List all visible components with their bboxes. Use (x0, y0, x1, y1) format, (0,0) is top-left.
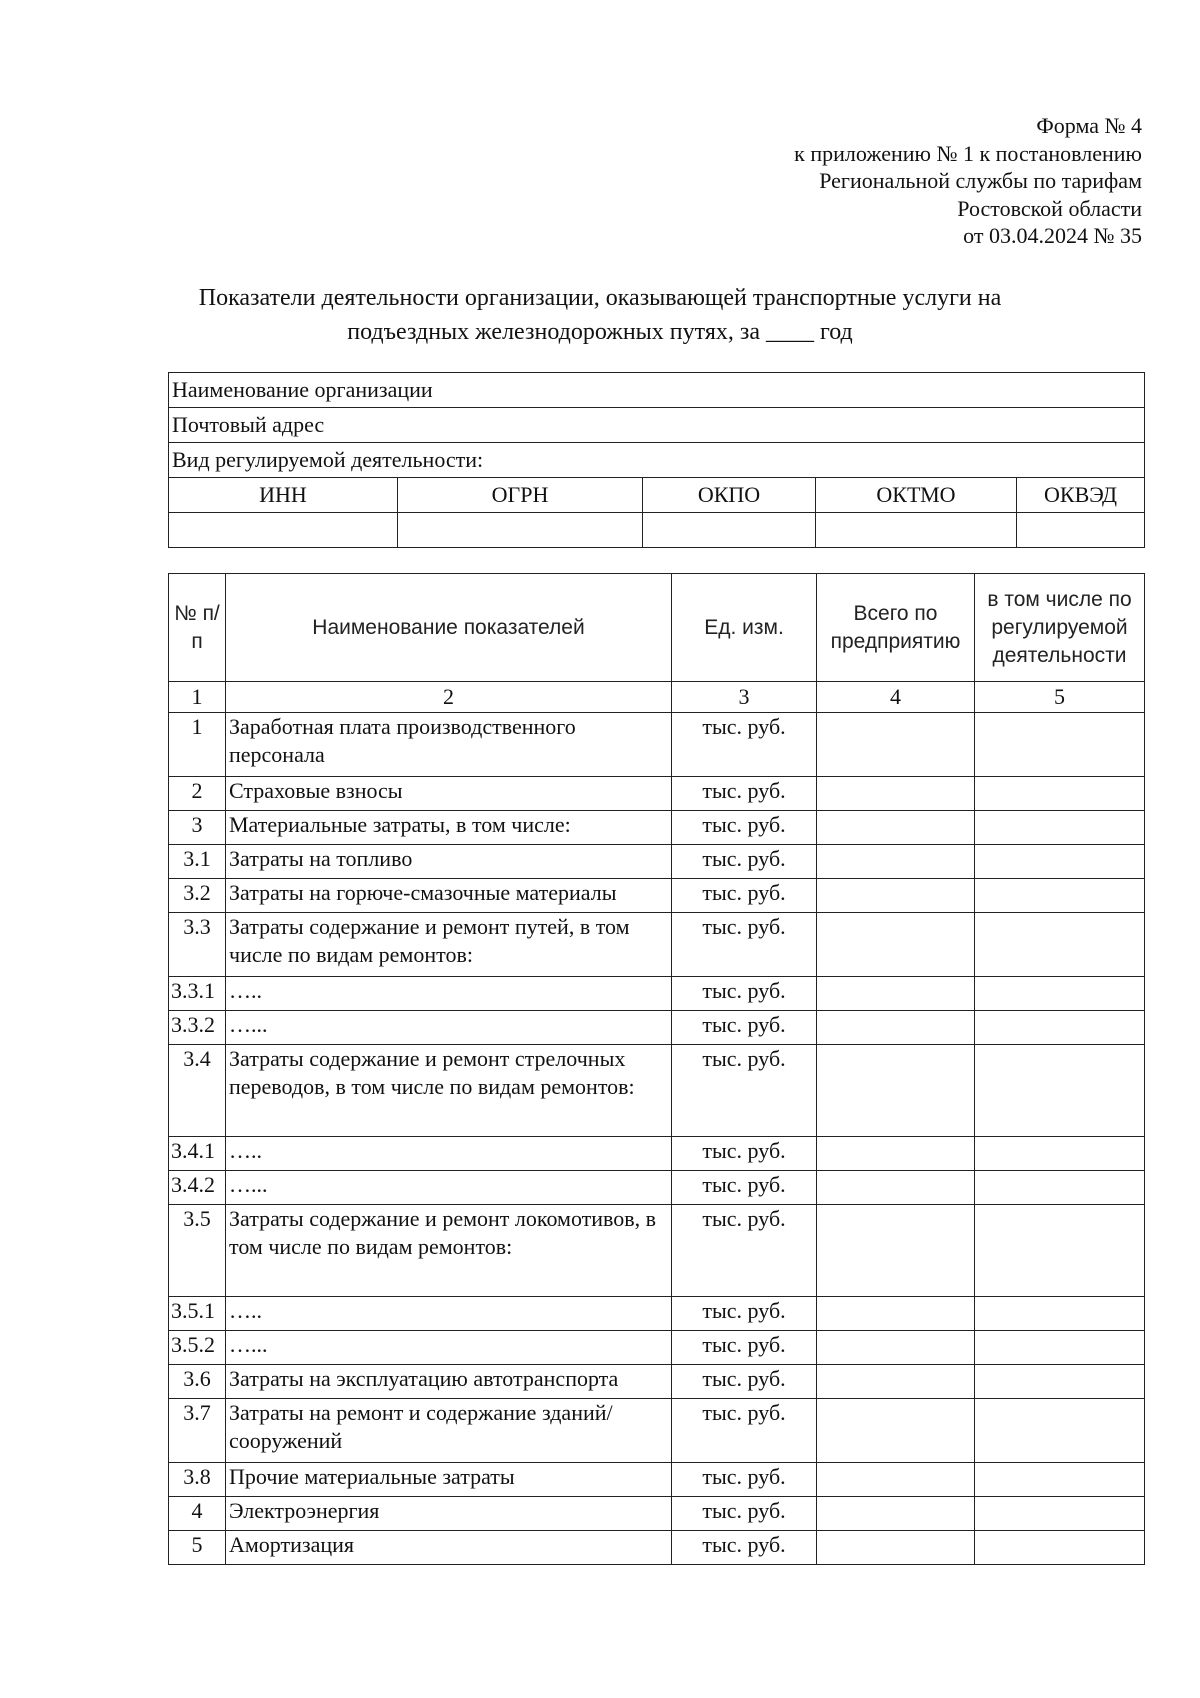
table-row (169, 913, 1145, 977)
row-indicator-name: ….. (226, 1137, 672, 1171)
row-number: 3.1 (169, 845, 226, 879)
form-number: Форма № 4 (1036, 113, 1142, 138)
row-indicator-name: Затраты содержание и ремонт локомотивов, в том числе по видам ремонтов: (226, 1205, 672, 1297)
table-row (169, 845, 1145, 879)
table-row (169, 1463, 1145, 1497)
ogrn-value-cell[interactable] (398, 513, 643, 548)
table-row (169, 1205, 1145, 1297)
row-unit: тыс. руб. (672, 879, 817, 913)
row-indicator-name: Затраты на эксплуатацию автотранспорта (226, 1365, 672, 1399)
decree-date: от 03.04.2024 № 35 (963, 223, 1142, 248)
inn-label: ИНН (169, 478, 398, 513)
row-number: 3.7 (169, 1399, 226, 1463)
row-regulated-cell[interactable] (975, 1011, 1145, 1045)
row-total-cell[interactable] (817, 1365, 975, 1399)
row-total-cell[interactable] (817, 913, 975, 977)
row-regulated-cell[interactable] (975, 1297, 1145, 1331)
form-header (794, 112, 1142, 250)
row-regulated-cell[interactable] (975, 811, 1145, 845)
row-indicator-name: Заработная плата производственного персонала (226, 713, 672, 777)
indicators-table (168, 573, 1145, 1565)
col-number-1: 1 (169, 682, 226, 713)
row-total-cell[interactable] (817, 1331, 975, 1365)
row-indicator-name: ….. (226, 1297, 672, 1331)
row-unit: тыс. руб. (672, 1205, 817, 1297)
col-number-4: 4 (817, 682, 975, 713)
row-indicator-name: Затраты содержание и ремонт стрелочных переводов, в том числе по видам ремонтов: (226, 1045, 672, 1137)
row-regulated-cell[interactable] (975, 713, 1145, 777)
row-regulated-cell[interactable] (975, 1365, 1145, 1399)
row-indicator-name: Затраты на топливо (226, 845, 672, 879)
row-regulated-cell[interactable] (975, 845, 1145, 879)
row-indicator-name: ….. (226, 977, 672, 1011)
row-unit: тыс. руб. (672, 713, 817, 777)
okpo-value-cell[interactable] (643, 513, 816, 548)
row-indicator-name: Материальные затраты, в том числе: (226, 811, 672, 845)
table-row (169, 1531, 1145, 1565)
row-number: 3.3.1 (169, 977, 226, 1011)
table-row (169, 1497, 1145, 1531)
row-number: 1 (169, 713, 226, 777)
row-unit: тыс. руб. (672, 1137, 817, 1171)
row-total-cell[interactable] (817, 1011, 975, 1045)
region-name: Ростовской области (957, 195, 1142, 221)
row-number: 3.6 (169, 1365, 226, 1399)
row-number: 4 (169, 1497, 226, 1531)
row-unit: тыс. руб. (672, 1497, 817, 1531)
table-row (169, 1331, 1145, 1365)
row-unit: тыс. руб. (672, 1531, 817, 1565)
row-number: 3.4.2 (169, 1171, 226, 1205)
row-unit: тыс. руб. (672, 977, 817, 1011)
header-regulated: в том числе по регулируемой деятельности (975, 574, 1145, 682)
col-number-3: 3 (672, 682, 817, 713)
row-total-cell[interactable] (817, 1531, 975, 1565)
okved-label: ОКВЭД (1017, 478, 1145, 513)
table-row (169, 1011, 1145, 1045)
row-total-cell[interactable] (817, 845, 975, 879)
row-unit: тыс. руб. (672, 1045, 817, 1137)
row-unit: тыс. руб. (672, 811, 817, 845)
row-total-cell[interactable] (817, 1171, 975, 1205)
ogrn-label: ОГРН (398, 478, 643, 513)
table-row (169, 1399, 1145, 1463)
organization-table (168, 372, 1145, 548)
row-number: 3.2 (169, 879, 226, 913)
row-indicator-name: Прочие материальные затраты (226, 1463, 672, 1497)
row-number: 3.5.2 (169, 1331, 226, 1365)
row-regulated-cell[interactable] (975, 879, 1145, 913)
oktmo-label: ОКТМО (816, 478, 1017, 513)
table-row (169, 1171, 1145, 1205)
table-row (169, 1137, 1145, 1171)
table-row (169, 713, 1145, 777)
row-number: 3.3.2 (169, 1011, 226, 1045)
row-regulated-cell[interactable] (975, 1137, 1145, 1171)
row-total-cell[interactable] (817, 1497, 975, 1531)
row-number: 3.5.1 (169, 1297, 226, 1331)
row-total-cell[interactable] (817, 1045, 975, 1137)
title-line-1: Показатели деятельности организации, оказывающей транспортные услуги на (198, 285, 1002, 311)
row-unit: тыс. руб. (672, 1171, 817, 1205)
row-unit: тыс. руб. (672, 913, 817, 977)
row-indicator-name: …... (226, 1331, 672, 1365)
oktmo-value-cell[interactable] (816, 513, 1017, 548)
row-indicator-name: Амортизация (226, 1531, 672, 1565)
row-number: 3.3 (169, 913, 226, 977)
okpo-label: ОКПО (643, 478, 816, 513)
table-row (169, 777, 1145, 811)
row-number: 3.4.1 (169, 1137, 226, 1171)
row-regulated-cell[interactable] (975, 1399, 1145, 1463)
table-row (169, 1365, 1145, 1399)
row-number: 3.4 (169, 1045, 226, 1137)
row-regulated-cell[interactable] (975, 777, 1145, 811)
table-row (169, 811, 1145, 845)
row-regulated-cell[interactable] (975, 977, 1145, 1011)
row-unit: тыс. руб. (672, 1365, 817, 1399)
row-indicator-name: Электроэнергия (226, 1497, 672, 1531)
header-unit: Ед. изм. (672, 574, 817, 682)
row-number: 2 (169, 777, 226, 811)
okved-value-cell[interactable] (1017, 513, 1145, 548)
row-total-cell[interactable] (817, 1205, 975, 1297)
row-indicator-name: …... (226, 1011, 672, 1045)
row-total-cell[interactable] (817, 879, 975, 913)
title-line-2: подъездных железнодорожных путях, за ____ год (347, 319, 853, 345)
row-regulated-cell[interactable] (975, 1531, 1145, 1565)
row-number: 3.5 (169, 1205, 226, 1297)
table-row (169, 977, 1145, 1011)
row-unit: тыс. руб. (672, 777, 817, 811)
row-regulated-cell[interactable] (975, 1331, 1145, 1365)
row-regulated-cell[interactable] (975, 1171, 1145, 1205)
header-total: Всего по предприятию (817, 574, 975, 682)
activity-label: Вид регулируемой деятельности: (169, 443, 1145, 478)
appendix-ref: к приложению № 1 к постановлению (794, 140, 1142, 166)
row-indicator-name: Страховые взносы (226, 777, 672, 811)
row-total-cell[interactable] (817, 1297, 975, 1331)
row-total-cell[interactable] (817, 811, 975, 845)
row-total-cell[interactable] (817, 1137, 975, 1171)
row-total-cell[interactable] (817, 1399, 975, 1463)
table-row (169, 1297, 1145, 1331)
row-regulated-cell[interactable] (975, 1497, 1145, 1531)
row-number: 3 (169, 811, 226, 845)
row-indicator-name: …... (226, 1171, 672, 1205)
row-regulated-cell[interactable] (975, 913, 1145, 977)
table-row (169, 879, 1145, 913)
inn-value-cell[interactable] (169, 513, 398, 548)
header-indicator-name: Наименование показателей (226, 574, 672, 682)
row-total-cell[interactable] (817, 1463, 975, 1497)
row-total-cell[interactable] (817, 713, 975, 777)
row-total-cell[interactable] (817, 977, 975, 1011)
row-regulated-cell[interactable] (975, 1463, 1145, 1497)
row-unit: тыс. руб. (672, 1331, 817, 1365)
row-unit: тыс. руб. (672, 1297, 817, 1331)
row-total-cell[interactable] (817, 777, 975, 811)
row-regulated-cell[interactable] (975, 1205, 1145, 1297)
row-indicator-name: Затраты на горюче-смазочные материалы (226, 879, 672, 913)
row-unit: тыс. руб. (672, 1399, 817, 1463)
row-unit: тыс. руб. (672, 845, 817, 879)
row-unit: тыс. руб. (672, 1463, 817, 1497)
org-name-label: Наименование организации (169, 373, 1145, 408)
col-number-5: 5 (975, 682, 1145, 713)
agency-name: Региональной службы по тарифам (819, 168, 1142, 193)
header-number: № п/п (169, 574, 226, 682)
row-number: 3.8 (169, 1463, 226, 1497)
col-number-2: 2 (226, 682, 672, 713)
row-unit: тыс. руб. (672, 1011, 817, 1045)
row-regulated-cell[interactable] (975, 1045, 1145, 1137)
document-title (0, 281, 1200, 349)
row-indicator-name: Затраты на ремонт и содержание зданий/сооружений (226, 1399, 672, 1463)
address-label: Почтовый адрес (169, 408, 1145, 443)
row-number: 5 (169, 1531, 226, 1565)
table-row (169, 1045, 1145, 1137)
row-indicator-name: Затраты содержание и ремонт путей, в том числе по видам ремонтов: (226, 913, 672, 977)
